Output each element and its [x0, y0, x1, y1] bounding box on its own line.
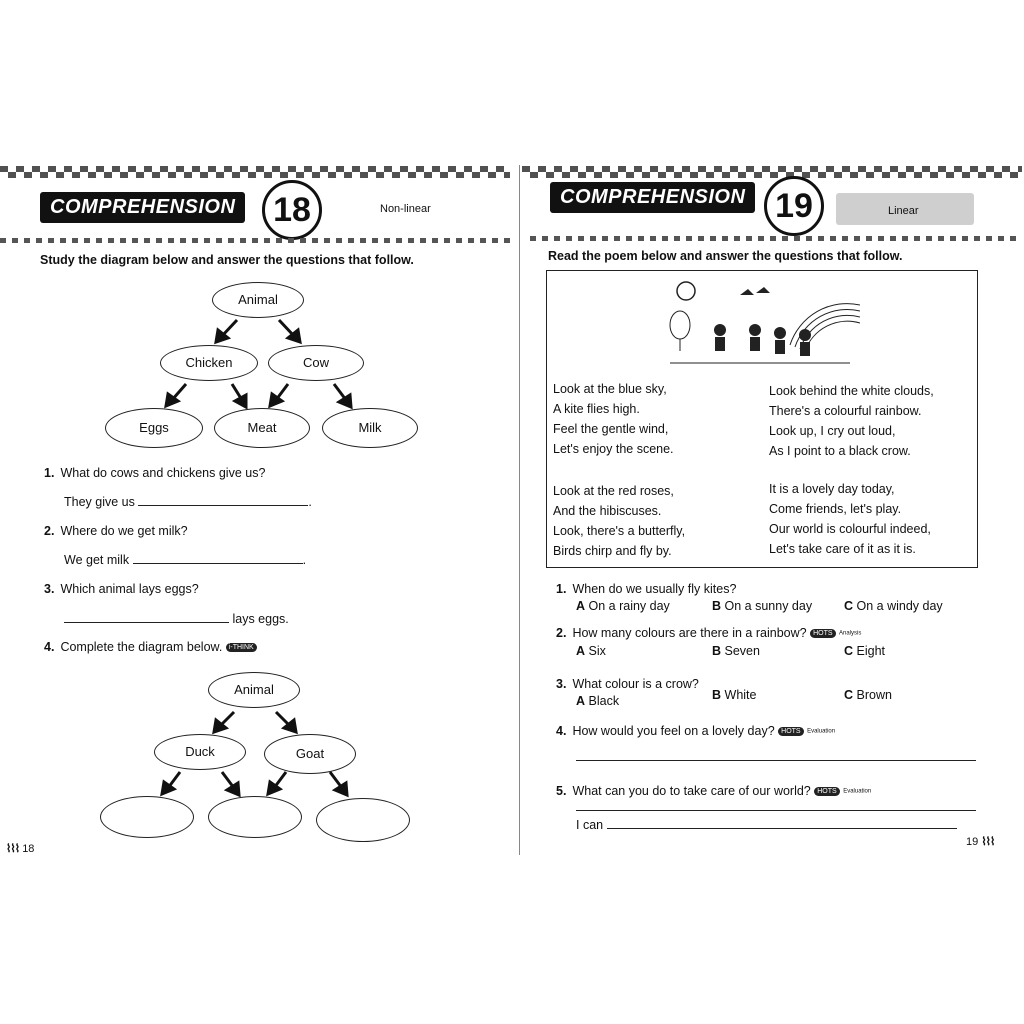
answer-line[interactable] — [138, 495, 308, 506]
book-spine — [519, 165, 520, 855]
question-18-3: 3. Which animal lays eggs? — [44, 582, 199, 596]
poem-col1-stanza2: Look at the red roses, And the hibiscuses. Look, there's a butterfly, Birds chirp and fly by. — [553, 484, 686, 558]
answer-line[interactable] — [64, 612, 229, 623]
instruction-19: Read the poem below and answer the questions that follow. — [548, 249, 903, 263]
arrow-head — [339, 395, 351, 407]
answer-line[interactable] — [133, 553, 303, 564]
answer-line-19-4[interactable] — [576, 760, 976, 761]
question-18-1: 1. What do cows and chickens give us? — [44, 466, 266, 480]
top-border-right — [522, 166, 1022, 178]
option-c[interactable]: C Brown — [844, 688, 892, 702]
diagram-node-milk: Milk — [322, 408, 418, 448]
children-rainbow-illustration — [660, 275, 860, 375]
diagram2-node-goat: Goat — [264, 734, 356, 774]
poem-col1-stanza1: Look at the blue sky, A kite flies high. Feel the gentle wind, Let's enjoy the scene. — [553, 382, 674, 456]
diagram-node-meat: Meat — [214, 408, 310, 448]
diagram2-blank-node[interactable] — [100, 796, 194, 838]
poem-col2-stanza1: Look behind the white clouds, There's a colourful rainbow. Look up, I cry out loud, As I point to a black crow. — [769, 384, 934, 458]
option-c[interactable]: C Eight — [844, 644, 886, 658]
answer-18-1: They give us . — [64, 495, 312, 509]
answer-line[interactable] — [607, 818, 957, 829]
option-b[interactable]: B White — [712, 688, 757, 702]
diagram2-blank-node[interactable] — [316, 798, 410, 842]
diagram-node-cow: Cow — [268, 345, 364, 381]
comprehension-number-19: 19 — [764, 176, 824, 236]
poem-col2-stanza2: It is a lovely day today, Come friends, let's play. Our world is colourful indeed, Let's take care of it as it is. — [769, 482, 931, 556]
arrow-head — [235, 395, 246, 407]
question-19-1: 1. When do we usually fly kites? — [556, 582, 737, 596]
option-b[interactable]: B Seven — [712, 644, 760, 658]
answer-19-5: I can — [576, 818, 957, 832]
option-a[interactable]: A Black — [576, 694, 620, 708]
diagram2-node-duck: Duck — [154, 734, 246, 770]
dash-divider-right — [530, 236, 1020, 241]
comprehension-number-18: 18 — [262, 180, 322, 240]
page-number-18: ⌇⌇⌇ 18 — [6, 843, 35, 855]
text-type-tag: Non-linear — [380, 203, 431, 215]
hots-badge: HOTS — [814, 787, 839, 796]
answer-line-19-5a[interactable] — [576, 810, 976, 811]
diagram-node-chicken: Chicken — [160, 345, 258, 381]
question-19-2: 2. How many colours are there in a rainbow? HOTS Analysis — [556, 626, 862, 640]
diagram-node-eggs: Eggs — [105, 408, 203, 448]
question-19-5: 5. What can you do to take care of our world? HOTS Evaluation — [556, 784, 872, 798]
page-number-19: 19 ⌇⌇⌇ — [966, 836, 995, 848]
blank-diagram-arrows — [0, 700, 510, 810]
hots-badge: HOTS — [810, 629, 835, 638]
dash-divider-left — [0, 238, 510, 243]
option-a[interactable]: A On a rainy day — [576, 599, 670, 613]
instruction-18: Study the diagram below and answer the questions that follow. — [40, 253, 414, 267]
question-19-3: 3. What colour is a crow? — [556, 677, 699, 691]
diagram2-blank-node[interactable] — [208, 796, 302, 838]
hots-badge: HOTS — [778, 727, 803, 736]
answer-18-3: lays eggs. — [64, 612, 289, 626]
option-c[interactable]: C On a windy day — [844, 599, 943, 613]
option-a[interactable]: A Six — [576, 644, 606, 658]
text-type-tag-19: Linear — [888, 205, 919, 217]
diagram2-node-animal: Animal — [208, 672, 300, 708]
answer-18-2: We get milk . — [64, 553, 307, 567]
comprehension-banner-18: COMPREHENSION — [40, 192, 245, 223]
option-b[interactable]: B On a sunny day — [712, 599, 813, 613]
top-border-left — [0, 166, 510, 178]
question-18-2: 2. Where do we get milk? — [44, 524, 188, 538]
question-19-4: 4. How would you feel on a lovely day? HOTS Evaluation — [556, 724, 836, 738]
ithink-badge: i-THINK — [226, 643, 257, 652]
diagram-node-animal: Animal — [212, 282, 304, 318]
comprehension-banner-19: COMPREHENSION — [550, 182, 755, 213]
question-18-4: 4. Complete the diagram below. i-THINK — [44, 640, 257, 654]
